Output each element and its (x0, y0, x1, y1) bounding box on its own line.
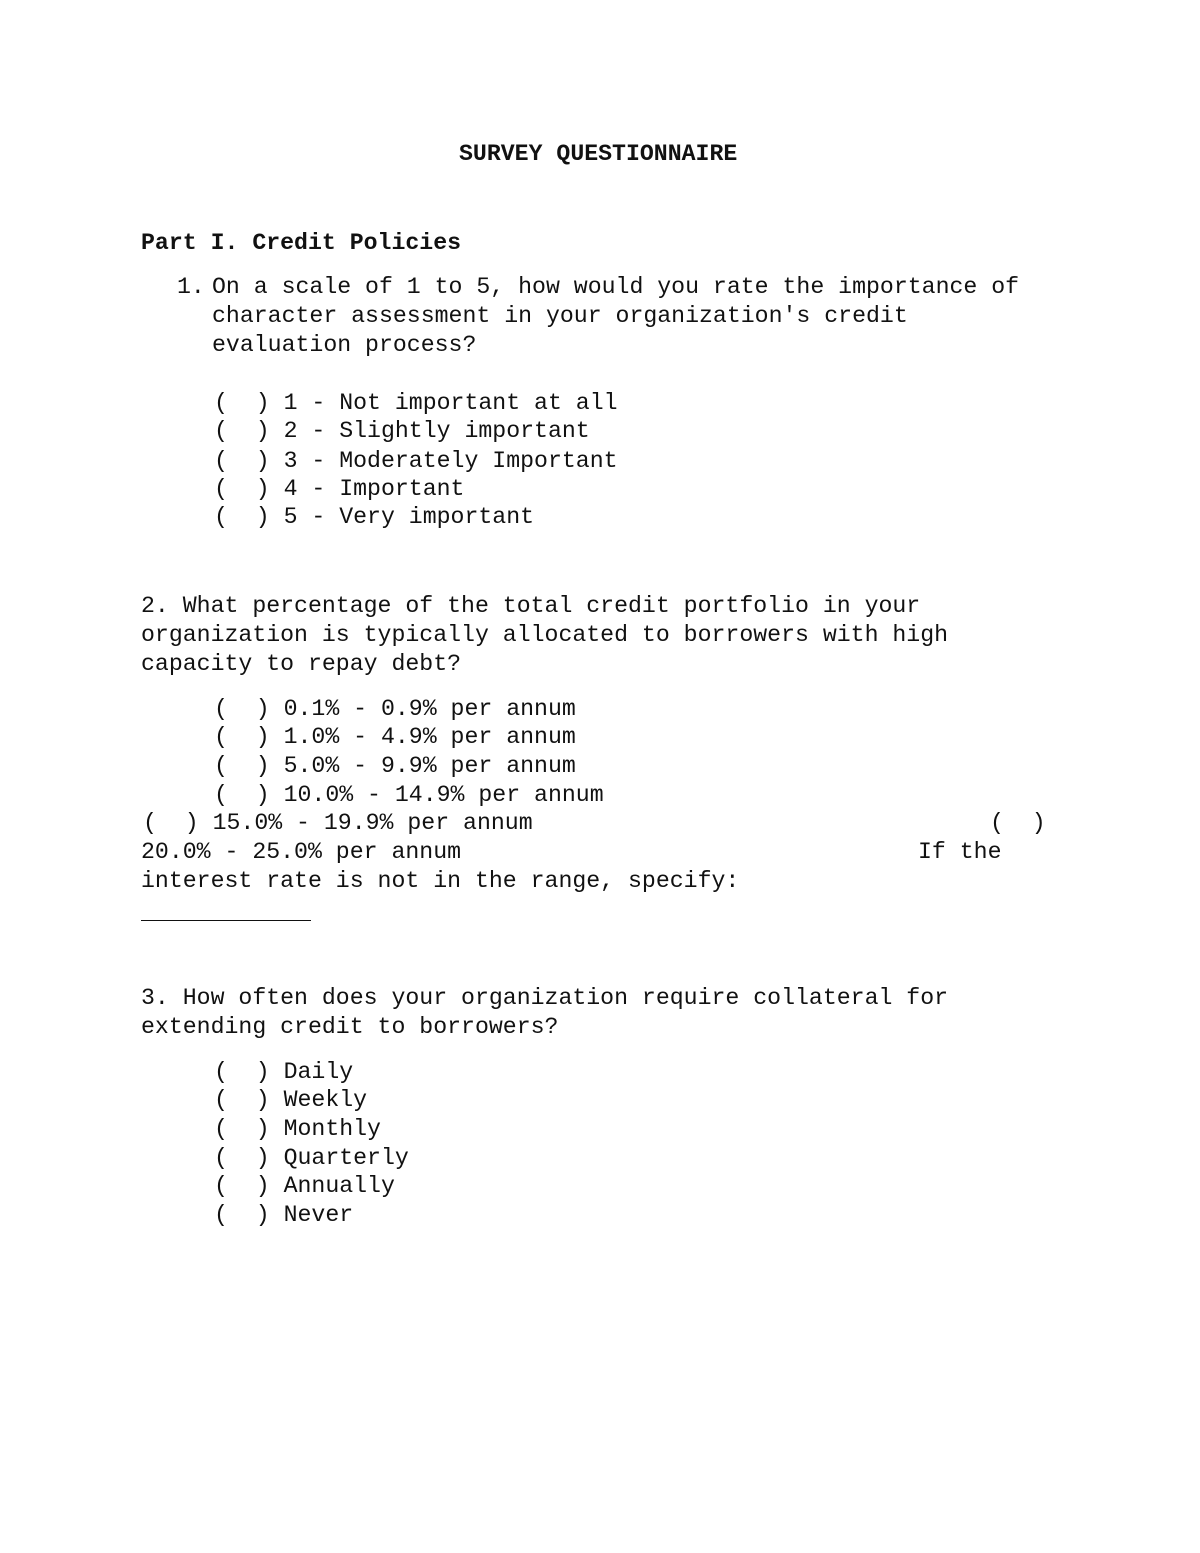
question-2-text-line: capacity to repay debt? (141, 651, 462, 677)
question-2-text-line: 2. What percentage of the total credit portfolio in your (141, 593, 921, 619)
q2-option-2[interactable]: ( ) 1.0% - 4.9% per annum (214, 724, 576, 750)
q3-option-never[interactable]: ( ) Never (214, 1202, 354, 1228)
question-1-number: 1. (177, 274, 205, 300)
q1-option-4[interactable]: ( ) 4 - Important (214, 476, 465, 502)
question-2-text-line: organization is typically allocated to borrowers with high (141, 622, 949, 648)
question-1-text-line: character assessment in your organization's credit (212, 303, 908, 329)
question-3-text-line: 3. How often does your organization require collateral for (141, 985, 949, 1011)
q3-option-weekly[interactable]: ( ) Weekly (214, 1087, 368, 1113)
q2-option-6-text: 20.0% - 25.0% per annum (141, 839, 462, 865)
q1-option-3[interactable]: ( ) 3 - Moderately Important (214, 448, 618, 474)
q3-option-monthly[interactable]: ( ) Monthly (214, 1116, 381, 1142)
q3-option-quarterly[interactable]: ( ) Quarterly (214, 1145, 409, 1171)
q2-option-4[interactable]: ( ) 10.0% - 14.9% per annum (214, 782, 604, 808)
q1-option-1[interactable]: ( ) 1 - Not important at all (214, 390, 618, 416)
part-heading: Part I. Credit Policies (141, 230, 462, 256)
question-1-text-line: evaluation process? (212, 332, 477, 358)
question-3-text-line: extending credit to borrowers? (141, 1014, 559, 1040)
q2-specify-text: interest rate is not in the range, specify: (141, 868, 740, 894)
q2-specify-prefix: If the (918, 839, 1002, 865)
q2-option-1[interactable]: ( ) 0.1% - 0.9% per annum (214, 696, 576, 722)
q1-option-2[interactable]: ( ) 2 - Slightly important (214, 418, 590, 444)
survey-title: SURVEY QUESTIONNAIRE (459, 141, 738, 167)
q1-option-5[interactable]: ( ) 5 - Very important (214, 504, 535, 530)
q3-option-annually[interactable]: ( ) Annually (214, 1173, 395, 1199)
q2-option-6-marker[interactable]: ( ) (990, 810, 1046, 836)
q2-option-5[interactable]: ( ) 15.0% - 19.9% per annum (143, 810, 533, 836)
q3-option-daily[interactable]: ( ) Daily (214, 1059, 354, 1085)
question-1-text-line: On a scale of 1 to 5, how would you rate the importance of (212, 274, 1020, 300)
q2-option-3[interactable]: ( ) 5.0% - 9.9% per annum (214, 753, 576, 779)
q2-specify-blank[interactable] (141, 920, 311, 921)
